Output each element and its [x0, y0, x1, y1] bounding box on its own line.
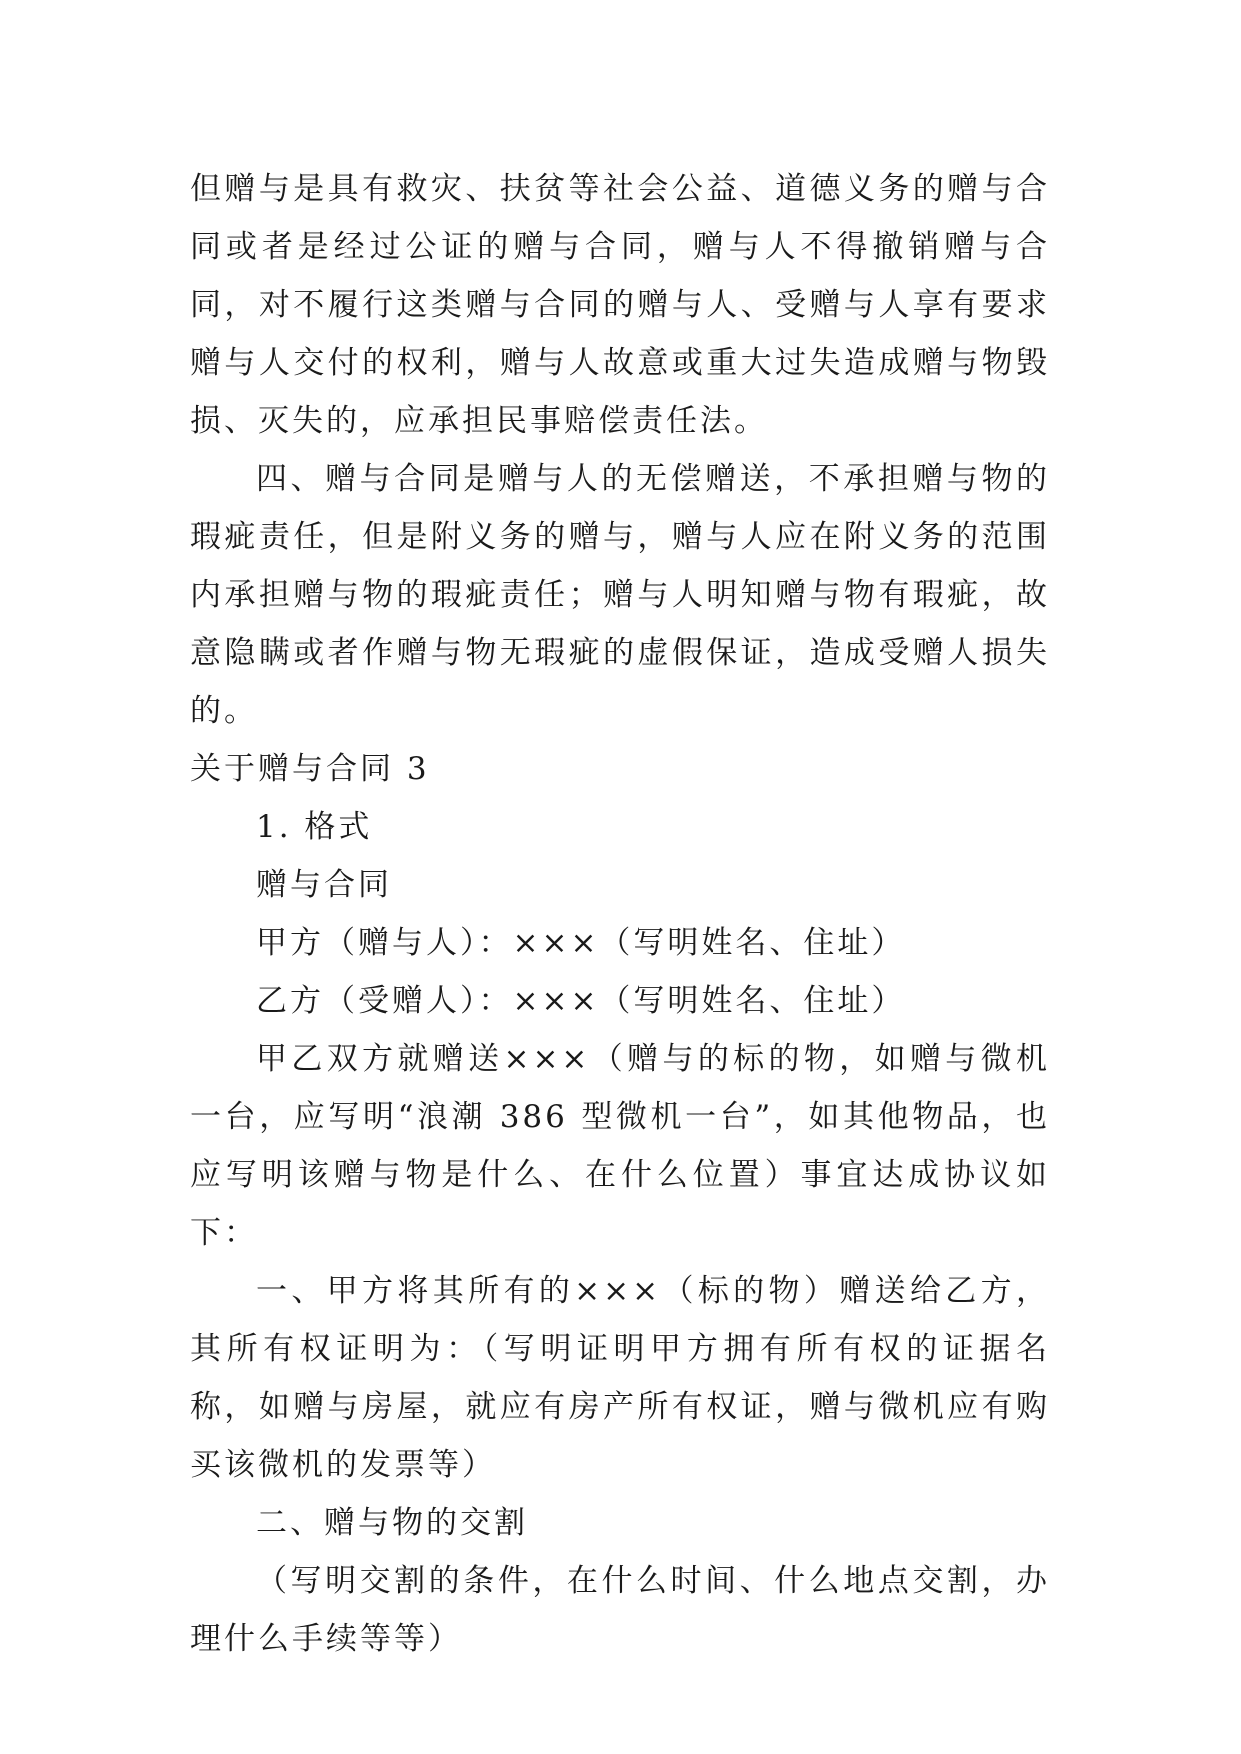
paragraph-format-heading: 1. 格式 — [256, 809, 373, 845]
contract-title: 赠与合同 — [256, 867, 392, 903]
section-title: 关于赠与合同 3 — [190, 751, 430, 787]
party-a-line: 甲方（赠与人）：×××（写明姓名、住址） — [256, 925, 906, 961]
paragraph-agreement-intro: 甲乙双方就赠送×××（赠与的标的物，如赠与微机一台，应写明“浪潮 386 型微机一台”，如其他物品，也应写明该赠与物是什么、在什么位置）事宜达成协议如下： — [190, 1041, 1050, 1251]
party-b-line: 乙方（受赠人）：×××（写明姓名、住址） — [256, 983, 906, 1019]
paragraph-clause-four: 四、赠与合同是赠与人的无偿赠送，不承担赠与物的瑕疵责任，但是附义务的赠与，赠与人应在附义务的范围内承担赠与物的瑕疵责任；赠与人明知赠与物有瑕疵，故意隐瞒或者作赠与物无瑕疵的虚假保证，造成受赠人损失的。 — [190, 461, 1050, 729]
paragraph-gift-revocation: 但赠与是具有救灾、扶贫等社会公益、道德义务的赠与合同或者是经过公证的赠与合同，赠与人不得撤销赠与合同，对不履行这类赠与合同的赠与人、受赠与人享有要求赠与人交付的权利，赠与人故意或重大过失造成赠与物毁损、灭失的，应承担民事赔偿责任法。 — [190, 171, 1050, 439]
paragraph-delivery-terms: （写明交割的条件，在什么时间、什么地点交割，办理什么手续等等） — [190, 1563, 1050, 1657]
document-body — [190, 160, 1050, 1668]
paragraph-clause-two-heading: 二、赠与物的交割 — [256, 1505, 528, 1541]
paragraph-clause-one: 一、甲方将其所有的×××（标的物）赠送给乙方，其所有权证明为：（写明证明甲方拥有所有权的证据名称，如赠与房屋，就应有房产所有权证，赠与微机应有购买该微机的发票等） — [190, 1273, 1050, 1483]
